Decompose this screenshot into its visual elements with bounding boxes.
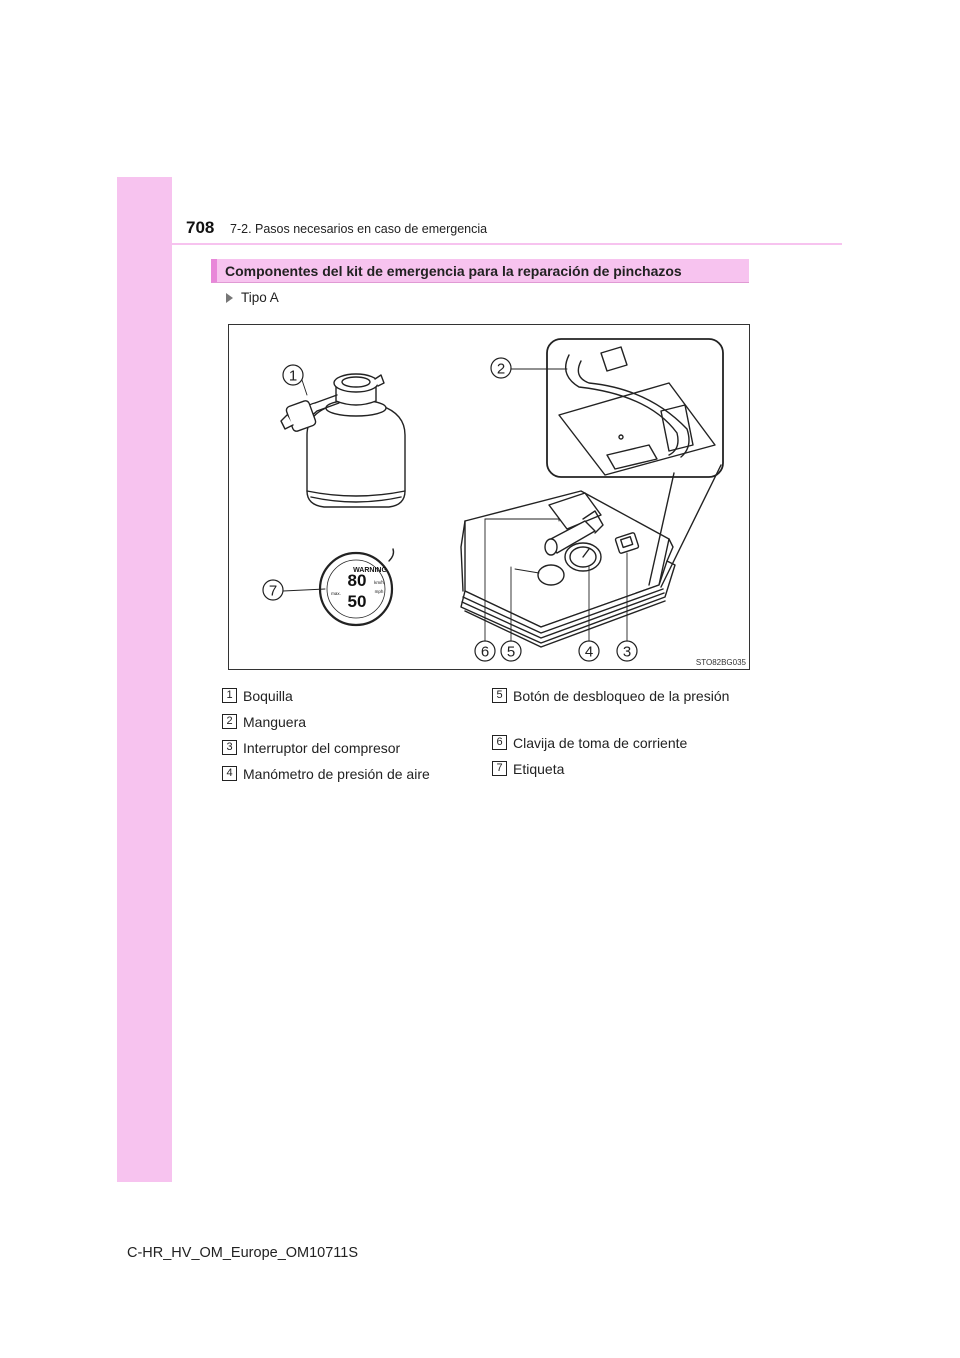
variant-text: Tipo A [241, 290, 279, 305]
label-max: max. [331, 591, 341, 596]
document-id-footer: C-HR_HV_OM_Europe_OM10711S [127, 1245, 359, 1261]
header-rule [117, 243, 842, 245]
legend-text-4: Manómetro de presión de aire [243, 766, 430, 782]
legend-number-5: 5 [492, 688, 507, 703]
legend-number-2: 2 [222, 714, 237, 729]
callout-4 [579, 641, 599, 661]
legend-text-7: Etiqueta [513, 761, 565, 777]
callout-1 [283, 365, 303, 385]
legend-item-7 [492, 759, 564, 780]
compressor-drawing [461, 491, 675, 647]
callout-7-number: 7 [268, 582, 278, 600]
legend-item-5 [492, 686, 740, 707]
page-number: 708 [186, 218, 215, 237]
legend-number-1: 1 [222, 688, 237, 703]
label-speed-kmh: 80 [347, 571, 367, 590]
callout-1-number: 1 [288, 367, 298, 385]
callout-2-number: 2 [496, 360, 506, 378]
variant-label [226, 290, 279, 305]
repair-kit-illustration [229, 325, 751, 671]
label-warning-text: WARNING [353, 567, 387, 574]
legend-item-6 [492, 733, 687, 754]
side-tab-strip [117, 177, 172, 1182]
running-head: 7-2. Pasos necesarios en caso de emergencia [230, 222, 488, 236]
legend-text-6: Clavija de toma de corriente [513, 735, 688, 751]
callout-5-number: 5 [506, 643, 516, 661]
triangle-bullet-icon [226, 293, 233, 303]
legend-number-4: 4 [222, 766, 237, 781]
legend-item-2 [222, 712, 306, 733]
callout-7 [263, 580, 283, 600]
callout-6-number: 6 [480, 643, 490, 661]
legend-item-4 [222, 764, 430, 785]
callout-3-number: 3 [622, 643, 632, 661]
legend-text-2: Manguera [243, 714, 307, 730]
label-kmh-unit: km/h [374, 580, 384, 585]
legend-item-1 [222, 686, 293, 707]
callout-2 [491, 358, 511, 378]
callout-3 [617, 641, 637, 661]
legend-number-7: 7 [492, 761, 507, 776]
legend-text-1: Boquilla [243, 688, 293, 704]
legend-number-6: 6 [492, 735, 507, 750]
sealant-bottle-drawing [281, 374, 405, 507]
callout-6 [475, 641, 495, 661]
label-speed-mph: 50 [347, 592, 367, 611]
legend-number-3: 3 [222, 740, 237, 755]
legend-text-5: Botón de desbloqueo de la presión [513, 688, 730, 704]
callout-5 [501, 641, 521, 661]
repair-kit-figure [228, 324, 750, 670]
section-title: Componentes del kit de emergencia para la reparación de pinchazos [225, 262, 682, 279]
figure-code: STO82BG035 [695, 658, 746, 667]
legend-text-3: Interruptor del compresor [243, 740, 401, 756]
legend-item-3 [222, 738, 400, 759]
label-mph-unit: mph [374, 589, 384, 594]
callout-4-number: 4 [584, 643, 594, 661]
section-heading-bar [211, 259, 749, 283]
